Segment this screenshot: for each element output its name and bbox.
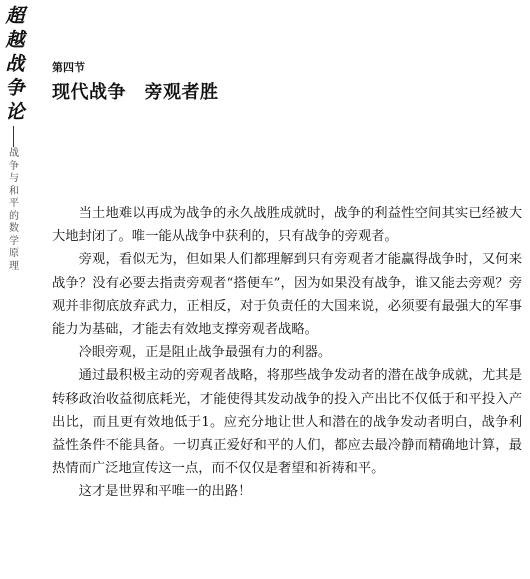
paragraph: 冷眼旁观，正是阻止战争最强有力的利器。 [78,345,332,361]
paragraph: 通过最积极主动的旁观者战略，将那些战争发动者的潜在战争成就，尤其是转移政治收益彻底耗光，才能使得其发动战争的投入产出比不仅低于和平投入产出比，而且更有效地低于1。应充分地让世人和潜在的战争发动者明白，战争利益性条件不能具备。一切真正爱好和平的人们，都应去最冷静而精确地计算，最热情而广泛地宣传这一点，而不仅仅是奢望和祈祷和平。 [52,368,522,477]
body-text [52,202,522,504]
book-subtitle-vertical: 战争与和平的数学原理 [9,148,19,272]
paragraph: 这才是世界和平唯一的出路！ [78,484,252,500]
paragraph: 当土地难以再成为战争的永久战胜成就时，战争的利益性空间其实已经被大大地封闭了。唯一能从战争中获利的，只有战争的旁观者。 [52,206,522,245]
sidebar-divider [13,126,14,147]
book-title-char: 论 [5,101,25,123]
section-label: 第四节 [52,61,85,74]
section-title: 现代战争 旁观者胜 [52,82,219,103]
book-title-char: 越 [5,29,25,51]
book-title-char: 战 [5,53,25,75]
book-title-char: 超 [5,5,25,27]
book-title-char: 争 [5,77,25,99]
book-title-vertical [4,4,26,124]
paragraph: 旁观，看似无为，但如果人们都理解到只有旁观者才能赢得战争时，又何来战争？没有必要去指责旁观者“搭便车”，因为如果没有战争，谁又能去旁观？旁观并非彻底放弃武力，正相反，对于负责任的大国来说，必须要有最强大的军事能力为基础，才能去有效地支撑旁观者战略。 [52,252,522,338]
